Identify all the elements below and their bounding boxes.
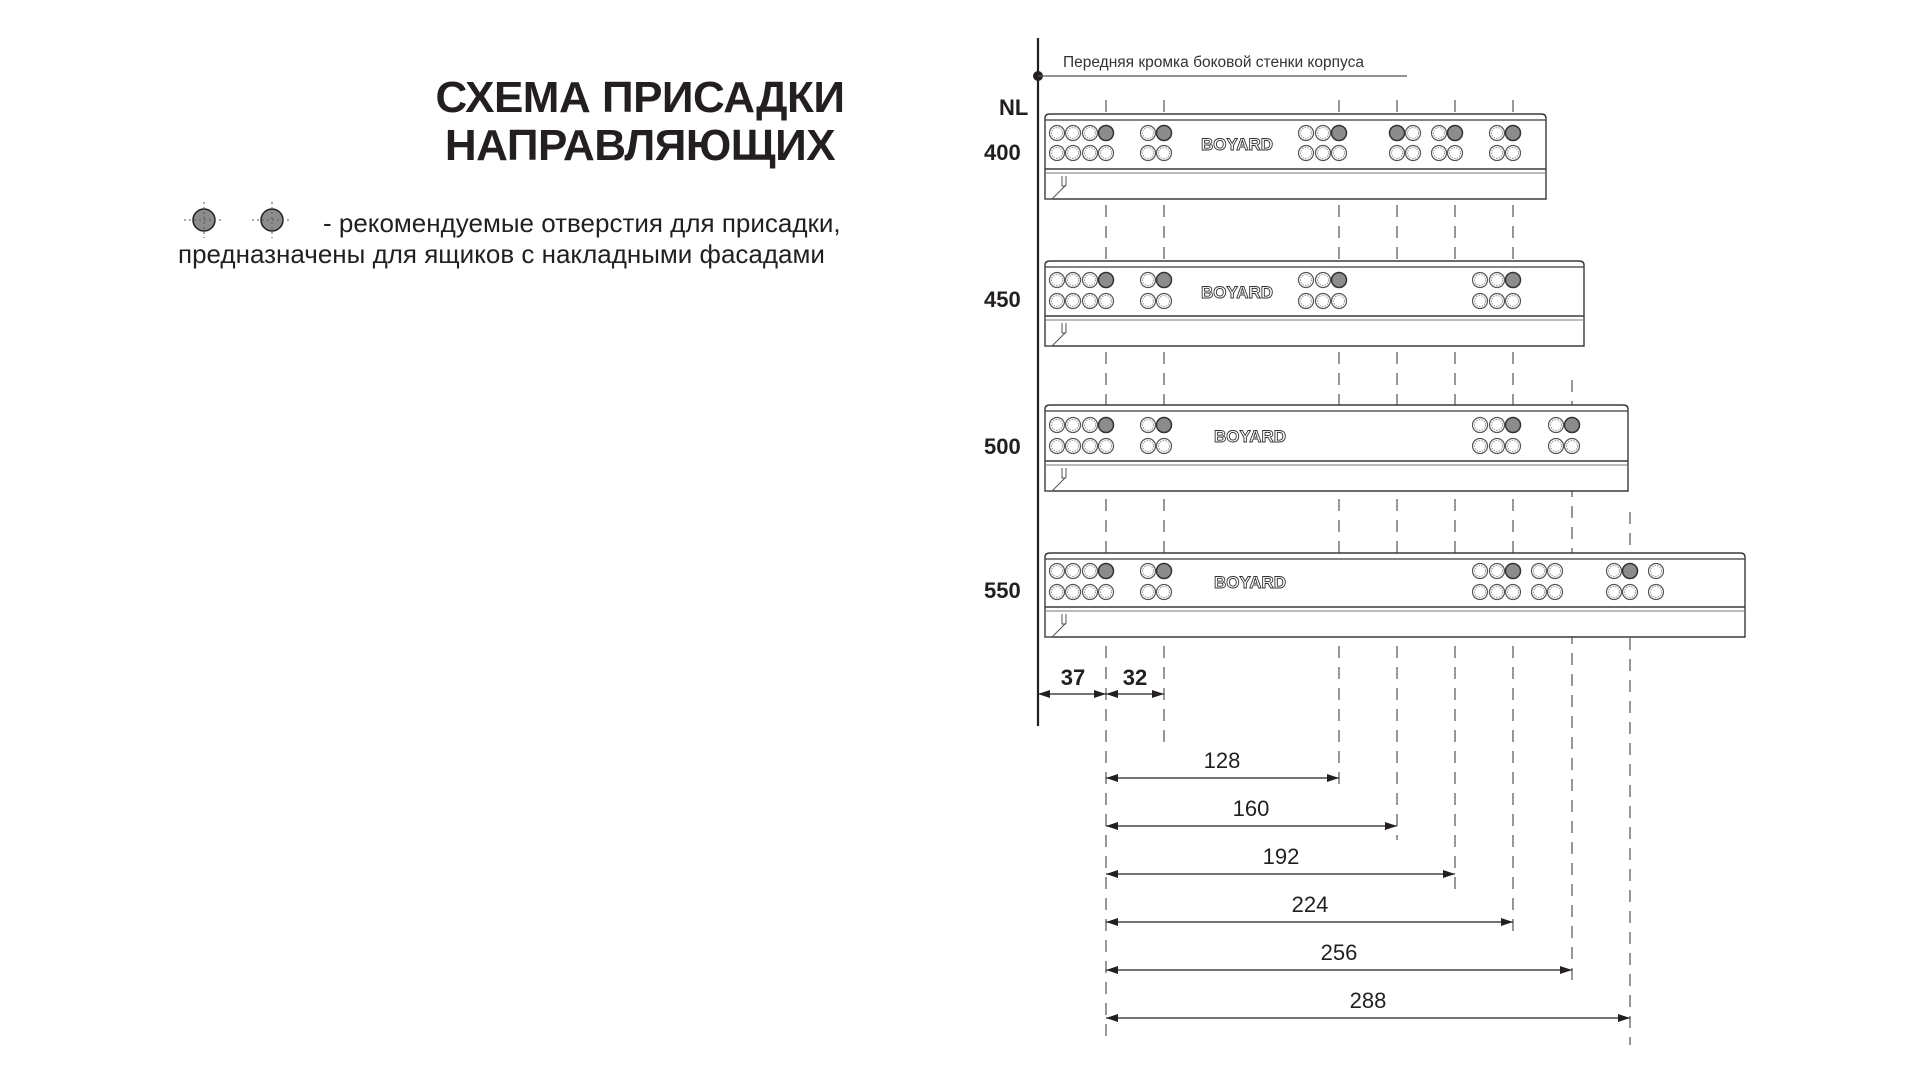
boyard-logo: BOYARD (1213, 427, 1287, 446)
boyard-logo: BOYARD (1200, 135, 1274, 154)
dim-label-128: 128 (1203, 748, 1241, 773)
span-dimensions (1106, 778, 1630, 1018)
boyard-logo: BOYARD (1200, 283, 1274, 302)
legend-line-1: - рекомендуемые отверстия для присадки, (323, 208, 841, 238)
boyard-logo: BOYARD (1213, 573, 1287, 592)
rail-label-550: 550 (984, 578, 1021, 603)
rail-400 (1045, 114, 1546, 199)
dim-label-160: 160 (1232, 796, 1270, 821)
front-edge-label: Передняя кромка боковой стенки корпуса (1063, 54, 1364, 71)
legend-line-2: предназначены для ящиков с накладными фасадами (178, 239, 825, 269)
dim-label-32: 32 (1122, 665, 1148, 690)
dim-label-224: 224 (1291, 892, 1329, 917)
recommended-hole-icon (252, 202, 292, 238)
title-line-1: СХЕМА ПРИСАДКИ (435, 73, 845, 122)
rail-label-400: 400 (984, 140, 1021, 165)
dim-label-37: 37 (1060, 665, 1086, 690)
title-line-2: НАПРАВЛЯЮЩИХ (444, 121, 836, 170)
rail-450 (1045, 261, 1584, 346)
axis-header-nl: NL (999, 95, 1029, 120)
recommended-hole-icon (184, 202, 224, 238)
dim-label-288: 288 (1349, 988, 1387, 1013)
rail-500 (1045, 405, 1628, 491)
dim-label-192: 192 (1262, 844, 1300, 869)
dim-label-256: 256 (1320, 940, 1358, 965)
rail-label-500: 500 (984, 434, 1021, 459)
rail-label-450: 450 (984, 287, 1021, 312)
rail-550 (1045, 553, 1745, 637)
